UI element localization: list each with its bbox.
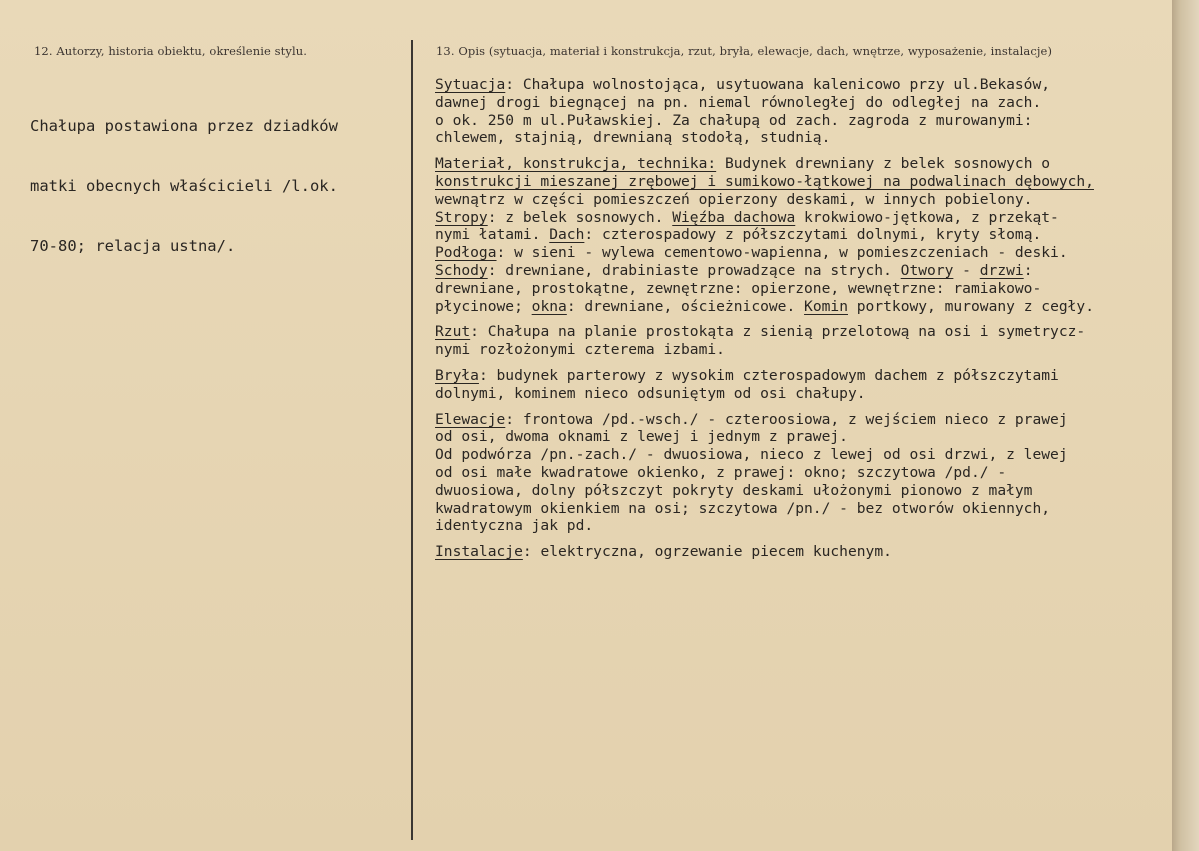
- text-line: [435, 155, 1175, 173]
- text-line: [435, 280, 1175, 298]
- text-run: o ok. 250 m ul.Puławskiej. Za chałupą od zach. zagroda z murowanymi:: [435, 111, 1033, 129]
- text-run: : drewniane, ościeżnicowe.: [566, 297, 805, 315]
- text-run: Budynek drewniany z belek sosnowych o: [716, 155, 1051, 173]
- text-run: Od podwórza /pn.-zach./ - dwuosiowa, nieco z lewej od osi drzwi, z lewej: [435, 446, 1068, 464]
- text-run: : Chałupa na planie prostokąta z sienią przelotową na osi i symetrycz-: [470, 323, 1086, 341]
- text-line: [435, 262, 1175, 280]
- text-run: od osi, dwoma oknami z lewej i jednym z prawej.: [435, 428, 848, 446]
- section-13-text: [435, 76, 1175, 569]
- text-run: portkowy, murowany z cegły.: [847, 297, 1094, 315]
- text-run: : budynek parterowy z wysokim czterospadowym dachem z półszczytami: [478, 366, 1059, 384]
- text-line: [435, 341, 1175, 359]
- text-line: [435, 191, 1175, 209]
- text-line: [435, 543, 1175, 561]
- description-paragraph: [435, 543, 1175, 561]
- text-run: chlewem, stajnią, drewnianą stodołą, studnią.: [435, 129, 831, 147]
- underlined-term: Rzut: [435, 323, 471, 341]
- description-paragraph: [435, 76, 1175, 147]
- text-run: -: [953, 261, 980, 279]
- text-line: [435, 226, 1175, 244]
- text-line: [435, 173, 1175, 191]
- text-run: : w sieni - wylewa cementowo-wapienna, w pomieszczeniach - deski.: [496, 244, 1068, 262]
- text-line: [435, 500, 1175, 518]
- text-line: [435, 209, 1175, 227]
- underlined-term: drzwi: [979, 261, 1024, 279]
- text-line: [435, 428, 1175, 446]
- text-line: Chałupa postawiona przez dziadków: [30, 117, 338, 135]
- underlined-term: Bryła: [435, 366, 479, 384]
- text-line: [435, 94, 1175, 112]
- text-line: [435, 76, 1175, 94]
- text-line: [435, 298, 1175, 316]
- underlined-term: Sytuacja: [435, 76, 506, 93]
- text-run: wewnątrz w części pomieszczeń opierzony deskami, w innych pobielony.: [435, 190, 1033, 208]
- text-run: : z belek sosnowych.: [487, 208, 673, 226]
- text-line: [435, 464, 1175, 482]
- underlined-term: Schody: [435, 261, 488, 279]
- underlined-term: konstrukcji mieszanej zrębowej i sumikowo-łątkowej na podwalinach dębowych,: [435, 172, 1094, 190]
- description-paragraph: [435, 411, 1175, 536]
- column-divider: [411, 40, 413, 840]
- description-paragraph: [435, 367, 1175, 403]
- text-run: dawnej drogi biegnącej na pn. niemal równoległej do odległej na zach.: [435, 93, 1042, 111]
- text-run: dwuosiowa, dolny półszczyt pokryty deskami ułożonymi pionowo z małym: [435, 481, 1033, 499]
- text-run: drewniane, prostokątne, zewnętrzne: opierzone, wewnętrzne: ramiakowo-: [435, 279, 1042, 297]
- text-line: [435, 129, 1175, 147]
- underlined-term: Elewacje: [435, 410, 506, 428]
- text-line: [435, 446, 1175, 464]
- underlined-term: Materiał, konstrukcja, technika:: [435, 155, 717, 173]
- description-paragraph: [435, 323, 1175, 359]
- underlined-term: Podłoga: [435, 244, 497, 262]
- text-run: nymi łatami.: [435, 226, 550, 244]
- text-run: : Chałupa wolnostojąca, usytuowana kalenicowo przy ul.Bekasów,: [505, 76, 1051, 93]
- text-run: nymi rozłożonymi czterema izbami.: [435, 341, 725, 359]
- text-run: : czterospadowy z półszczytami dolnymi, kryty słomą.: [584, 226, 1042, 244]
- text-line: [435, 385, 1175, 403]
- underlined-term: Dach: [549, 226, 585, 244]
- text-line: matki obecnych właścicieli /l.ok.: [30, 177, 338, 195]
- text-line: [435, 482, 1175, 500]
- text-run: :: [1023, 261, 1033, 279]
- text-run: : drewniane, drabiniaste prowadzące na strych.: [487, 261, 901, 279]
- text-run: identyczna jak pd.: [435, 517, 594, 535]
- underlined-term: Stropy: [435, 208, 488, 226]
- underlined-term: okna: [531, 297, 567, 315]
- underlined-term: Więźba dachowa: [672, 208, 796, 226]
- underlined-term: Otwory: [900, 261, 954, 279]
- text-line: [435, 323, 1175, 341]
- underlined-term: Komin: [804, 297, 848, 315]
- text-line: [435, 244, 1175, 262]
- text-line: 70-80; relacja ustna/.: [30, 237, 236, 255]
- description-paragraph: [435, 155, 1175, 315]
- text-line: [435, 367, 1175, 385]
- section-12-heading: 12. Autorzy, historia obiektu, określenie stylu.: [34, 44, 308, 58]
- section-13-heading: 13. Opis (sytuacja, materiał i konstrukcja, rzut, bryła, elewacje, dach, wnętrze, wyposażenie, instalacje): [436, 44, 1053, 58]
- text-run: dolnymi, kominem nieco odsuniętym od osi chałupy.: [435, 384, 866, 402]
- text-run: od osi małe kwadratowe okienko, z prawej: okno; szczytowa /pd./ -: [435, 463, 1007, 481]
- text-run: krokwiowo-jętkowa, z przekąt-: [795, 208, 1059, 226]
- text-line: [435, 112, 1175, 130]
- text-run: : frontowa /pd.-wsch./ - czteroosiowa, z wejściem nieco z prawej: [505, 410, 1068, 428]
- text-line: [435, 411, 1175, 429]
- card-edge: [1172, 0, 1199, 851]
- underlined-term: Instalacje: [435, 543, 523, 561]
- text-line: [435, 517, 1175, 535]
- section-12-text: [30, 76, 390, 276]
- text-run: : elektryczna, ogrzewanie piecem kuchenym.: [522, 543, 892, 561]
- text-run: płycinowe;: [435, 297, 532, 315]
- text-run: kwadratowym okienkiem na osi; szczytowa /pn./ - bez otworów okiennych,: [435, 499, 1051, 517]
